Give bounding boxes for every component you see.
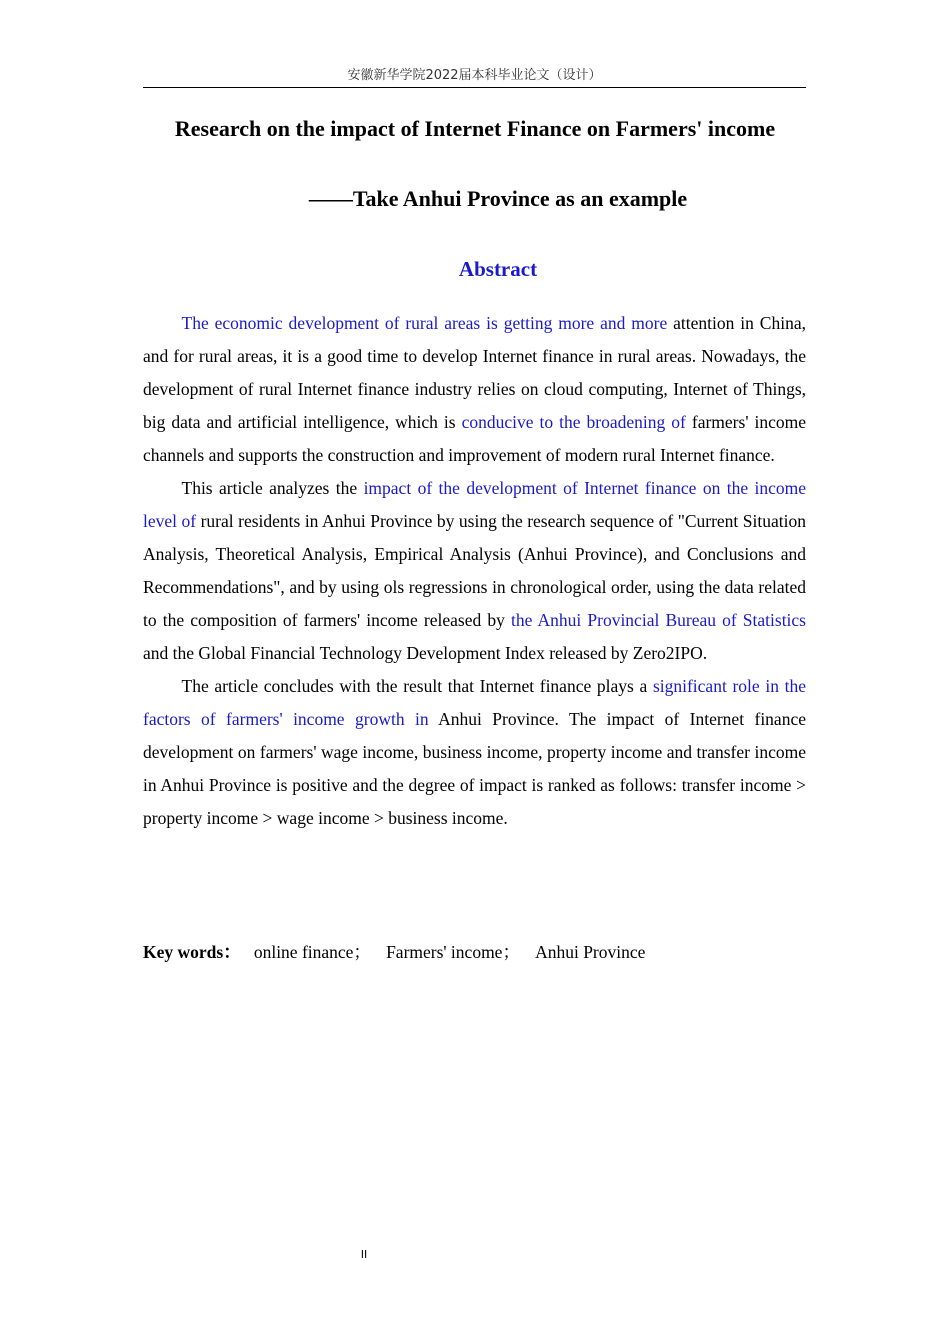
- body-text: farmers' income channels and supports the construction and improvement of modern rural Internet finance.: [143, 412, 806, 465]
- keyword-item: online finance；: [253, 942, 371, 962]
- abstract-paragraph-2: [143, 472, 806, 670]
- body-text: The article concludes with the result that Internet finance plays a: [181, 676, 653, 696]
- body-text: This article analyzes the: [181, 478, 364, 498]
- keyword-item: Farmers' income；: [386, 942, 520, 962]
- keywords-line: [143, 937, 806, 967]
- header-rule: [143, 87, 806, 88]
- body-text: rural residents in Anhui Province by using the research sequence of "Current Situation Analysis, Theoretical Analysis, Empirical Analysis (Anhui Province), and Conclusions and Recommendations", and by using ols regressions in chronological order, using the data related to the composition of farmers' income released by: [143, 511, 806, 630]
- abstract-body: [143, 307, 806, 835]
- highlighted-text: impact of the development of Internet finance on the income level of: [143, 478, 807, 531]
- highlighted-text: the Anhui Provincial Bureau of Statistics: [510, 610, 806, 630]
- keywords-label: Key words：: [143, 942, 241, 962]
- highlighted-text: The economic development of rural areas is getting more and more: [181, 313, 668, 333]
- body-text: and the Global Financial Technology Development Index released by Zero2IPO.: [143, 643, 708, 663]
- running-header: 安徽新华学院2022届本科毕业论文（设计）: [347, 68, 602, 83]
- highlighted-text: conducive to the broadening of: [461, 412, 686, 432]
- page-number: II: [360, 1248, 368, 1261]
- abstract-paragraph-1: [143, 307, 806, 472]
- abstract-heading: Abstract: [458, 257, 538, 281]
- body-text: Anhui Province. The impact of Internet finance development on farmers' wage income, business income, property income and transfer income in Anhui Province is positive and the degree of impact is ranked as follows: transfer income > property income > wage income > business income.: [143, 709, 806, 828]
- abstract-paragraph-3: [143, 670, 806, 835]
- paper-subtitle: ——Take Anhui Province as an example: [308, 186, 688, 211]
- highlighted-text: significant role in the factors of farmers' income growth in: [143, 676, 806, 729]
- keyword-item: Anhui Province: [535, 942, 646, 962]
- body-text: attention in China, and for rural areas, it is a good time to develop Internet finance in rural areas. Nowadays, the development of rural Internet finance industry relies on cloud computing, Internet of Things, big data and artificial intelligence, which is: [143, 313, 806, 432]
- paper-title: Research on the impact of Internet Finance on Farmers' income: [174, 116, 776, 141]
